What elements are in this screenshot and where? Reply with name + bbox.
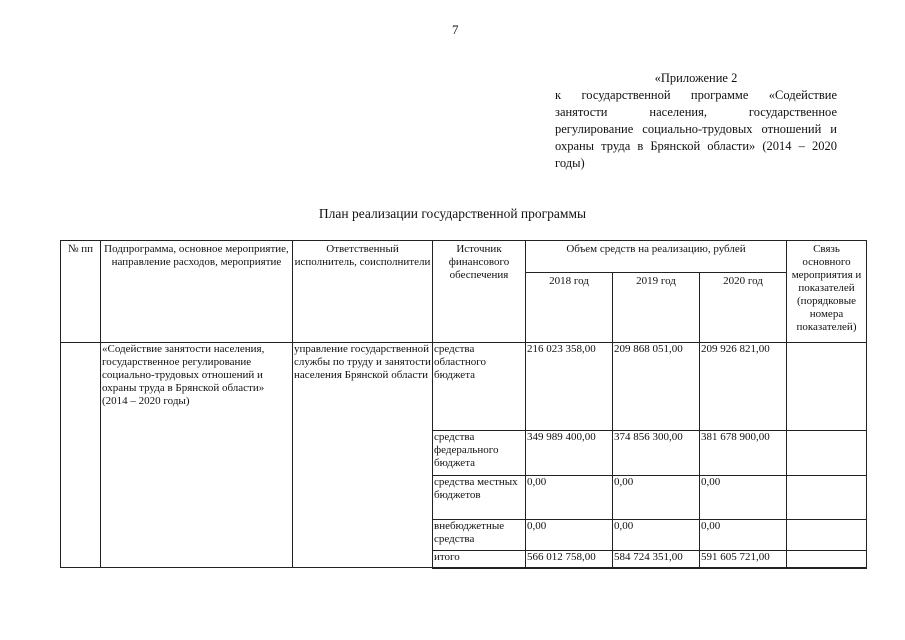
executor-name: управление государственной службы по труду и занятости населения Брянской области <box>293 343 433 568</box>
annex-title: «Приложение 2 <box>654 71 738 85</box>
link-cell <box>787 551 867 568</box>
annex-text: к государственной программе «Содействие занятости населения, государственное регулирование социально-трудовых отношений и охраны труда в Брянской области» (2014 – 2020 годы) <box>555 88 837 170</box>
total-2018: 566 012 758,00 <box>526 551 613 568</box>
header-source: Источник финансового обеспечения <box>433 241 526 343</box>
link-cell <box>787 431 867 476</box>
value-2018: 216 023 358,00 <box>526 343 613 431</box>
source-cell: средства областного бюджета <box>433 343 526 431</box>
link-cell <box>787 343 867 431</box>
header-link: Связь основного мероприятия и показателей (порядковые номера показателей) <box>787 241 867 343</box>
header-volume: Объем средств на реализацию, рублей <box>526 241 787 273</box>
total-2019: 584 724 351,00 <box>613 551 700 568</box>
header-num: № пп <box>61 241 101 343</box>
value-2020: 0,00 <box>700 476 787 520</box>
plan-table <box>60 240 867 569</box>
value-2020: 381 678 900,00 <box>700 431 787 476</box>
source-cell: внебюджетные средства <box>433 520 526 551</box>
header-row <box>61 241 867 273</box>
page-number: 7 <box>452 22 459 37</box>
total-label: итого <box>433 551 526 568</box>
value-2019: 0,00 <box>613 520 700 551</box>
header-2019: 2019 год <box>613 273 700 343</box>
annex-header <box>555 70 837 172</box>
header-2018: 2018 год <box>526 273 613 343</box>
total-2020: 591 605 721,00 <box>700 551 787 568</box>
link-cell <box>787 476 867 520</box>
header-executor: Ответственный исполнитель, соисполнители <box>293 241 433 343</box>
row-num <box>61 343 101 568</box>
link-cell <box>787 520 867 551</box>
value-2018: 0,00 <box>526 476 613 520</box>
source-cell: средства местных бюджетов <box>433 476 526 520</box>
table-row <box>61 343 867 431</box>
value-2020: 0,00 <box>700 520 787 551</box>
plan-title: План реализации государственной программы <box>318 206 587 221</box>
value-2019: 0,00 <box>613 476 700 520</box>
value-2019: 209 868 051,00 <box>613 343 700 431</box>
value-2020: 209 926 821,00 <box>700 343 787 431</box>
source-cell: средства федерального бюджета <box>433 431 526 476</box>
header-subprogram: Подпрограмма, основное мероприятие, направление расходов, мероприятие <box>101 241 293 343</box>
value-2019: 374 856 300,00 <box>613 431 700 476</box>
program-name: «Содействие занятости населения, государственное регулирование социально-трудовых отношений и охраны труда в Брянской области» (2014 – 2020 годы) <box>101 343 293 568</box>
value-2018: 0,00 <box>526 520 613 551</box>
value-2018: 349 989 400,00 <box>526 431 613 476</box>
header-2020: 2020 год <box>700 273 787 343</box>
